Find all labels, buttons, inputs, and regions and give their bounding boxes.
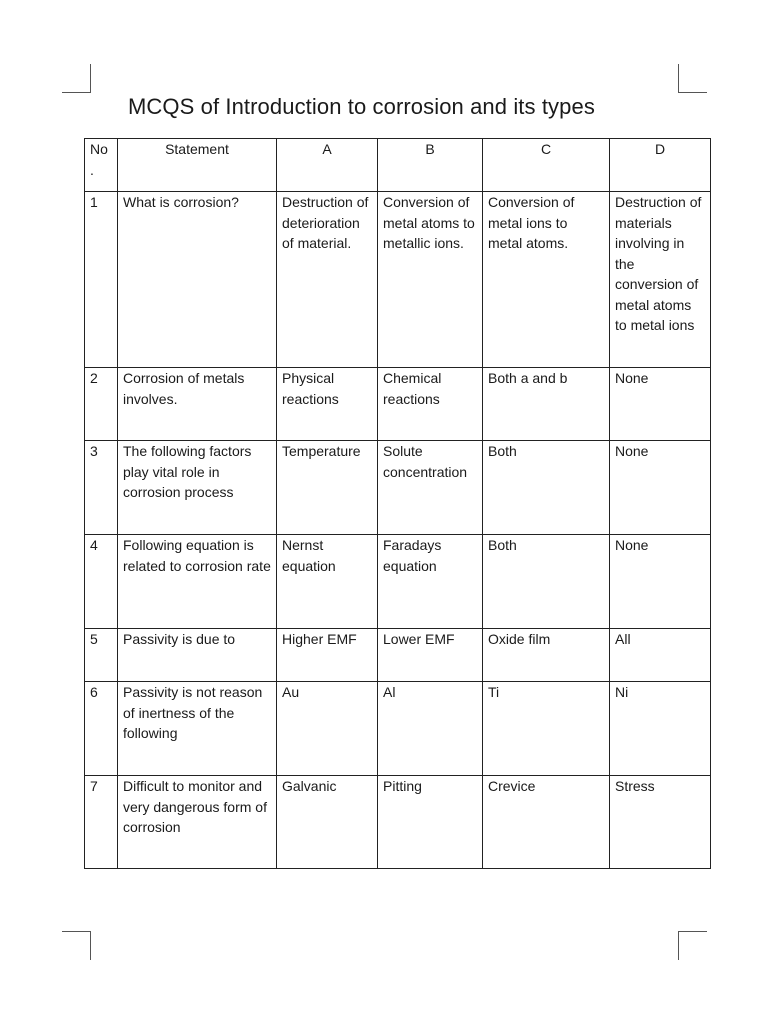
- table-row: [85, 776, 711, 869]
- option-a: Physical reactions: [277, 368, 378, 441]
- header-no: No .: [85, 139, 118, 192]
- option-d: None: [610, 441, 711, 535]
- question-number: 7: [85, 776, 118, 869]
- table-header-row: [85, 139, 711, 192]
- header-option-c: C: [483, 139, 610, 192]
- option-d: Ni: [610, 682, 711, 776]
- option-c: Oxide film: [483, 629, 610, 682]
- option-c: Both: [483, 441, 610, 535]
- option-b: Faradays equation: [378, 535, 483, 629]
- document-title: MCQS of Introduction to corrosion and its types: [128, 94, 595, 119]
- question-statement: What is corrosion?: [118, 192, 277, 368]
- question-number: 6: [85, 682, 118, 776]
- question-number: 4: [85, 535, 118, 629]
- option-d: Destruction of materials involving in the conversion of metal atoms to metal ions: [610, 192, 711, 368]
- question-number: 5: [85, 629, 118, 682]
- option-a: Au: [277, 682, 378, 776]
- table-row: [85, 535, 711, 629]
- table-row: [85, 441, 711, 535]
- option-a: Galvanic: [277, 776, 378, 869]
- option-b: Conversion of metal atoms to metallic ions.: [378, 192, 483, 368]
- option-a: Temperature: [277, 441, 378, 535]
- option-a: Higher EMF: [277, 629, 378, 682]
- option-d: All: [610, 629, 711, 682]
- option-a: Destruction of deterioration of material.: [277, 192, 378, 368]
- option-b: Lower EMF: [378, 629, 483, 682]
- question-statement: The following factors play vital role in corrosion process: [118, 441, 277, 535]
- table-row: [85, 682, 711, 776]
- table-row: [85, 192, 711, 368]
- question-number: 2: [85, 368, 118, 441]
- question-number: 3: [85, 441, 118, 535]
- question-statement: Passivity is not reason of inertness of the following: [118, 682, 277, 776]
- question-statement: Corrosion of metals involves.: [118, 368, 277, 441]
- question-statement: Following equation is related to corrosion rate: [118, 535, 277, 629]
- mcq-table: [84, 138, 711, 869]
- crop-mark-top-left: [62, 64, 91, 93]
- header-option-b: B: [378, 139, 483, 192]
- option-b: Solute concentration: [378, 441, 483, 535]
- option-b: Al: [378, 682, 483, 776]
- header-option-d: D: [610, 139, 711, 192]
- option-b: Pitting: [378, 776, 483, 869]
- question-statement: Difficult to monitor and very dangerous form of corrosion: [118, 776, 277, 869]
- question-statement: Passivity is due to: [118, 629, 277, 682]
- option-c: Conversion of metal ions to metal atoms.: [483, 192, 610, 368]
- option-d: Stress: [610, 776, 711, 869]
- option-d: None: [610, 535, 711, 629]
- option-c: Both a and b: [483, 368, 610, 441]
- option-a: Nernst equation: [277, 535, 378, 629]
- option-c: Ti: [483, 682, 610, 776]
- header-option-a: A: [277, 139, 378, 192]
- option-c: Crevice: [483, 776, 610, 869]
- table-row: [85, 629, 711, 682]
- crop-mark-bottom-left: [62, 931, 91, 960]
- option-c: Both: [483, 535, 610, 629]
- header-statement: Statement: [118, 139, 277, 192]
- crop-mark-bottom-right: [678, 931, 707, 960]
- crop-mark-top-right: [678, 64, 707, 93]
- question-number: 1: [85, 192, 118, 368]
- table-row: [85, 368, 711, 441]
- option-d: None: [610, 368, 711, 441]
- option-b: Chemical reactions: [378, 368, 483, 441]
